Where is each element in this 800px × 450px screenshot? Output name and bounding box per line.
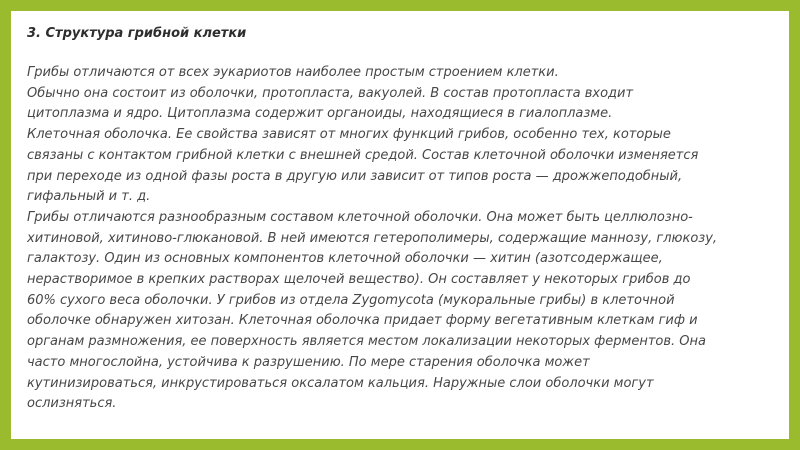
slide-title: 3. Структура грибной клетки (27, 26, 247, 41)
text-line: ослизняться. (27, 396, 117, 412)
text-line: Грибы отличаются от всех эукариотов наиболее простым строением клетки. (27, 65, 559, 80)
text-line: часто многослойна, устойчива к разрушению. По мере старения оболочка может (27, 354, 590, 370)
text-line: органам размножения, ее поверхность является местом локализации некоторых ферментов. Она (27, 334, 706, 350)
slide (11, 11, 789, 439)
text-line: при переходе из одной фазы роста в другую или зависит от типов роста — дрожжеподобный, (27, 168, 683, 184)
text-line: галактозу. Один из основных компонентов клеточной оболочки — хитин (азотсодержащее, (27, 251, 663, 267)
text-line: Клеточная оболочка. Ее свойства зависят от многих функций грибов, особенно тех, которые (27, 127, 671, 143)
text-line: оболочке обнаружен хитозан. Клеточная оболочка придает форму вегетативным клеткам гиф и (27, 313, 698, 329)
text-line: гифальный и т. д. (27, 189, 151, 205)
text-line: кутинизироваться, инкрустироваться оксалатом кальция. Наружные слои оболочки могут (27, 375, 654, 391)
text-line: Грибы отличаются разнообразным составом клеточной оболочки. Она может быть целлюлозно- (27, 209, 693, 225)
text-line: нерастворимое в крепких растворах щелочей вещество). Он составляет у некоторых грибов до (27, 272, 691, 288)
text-line: цитоплазма и ядро. Цитоплазма содержит органоиды, находящиеся в гиалоплазме. (27, 106, 613, 122)
text-line: 60% сухого веса оболочки. У грибов из отдела Zygomycota (мукоральные грибы) в клеточной (27, 292, 675, 308)
text-line: Обычно она состоит из оболочки, протопласта, вакуолей. В состав протопласта входит (27, 85, 634, 101)
text-line: хитиновой, хитиново-глюкановой. В ней имеются гетерополимеры, содержащие маннозу, глюкозу, (27, 230, 718, 246)
body-text (27, 63, 777, 415)
text-line: связаны с контактом грибной клетки с внешней средой. Состав клеточной оболочки изменяется (27, 147, 699, 163)
